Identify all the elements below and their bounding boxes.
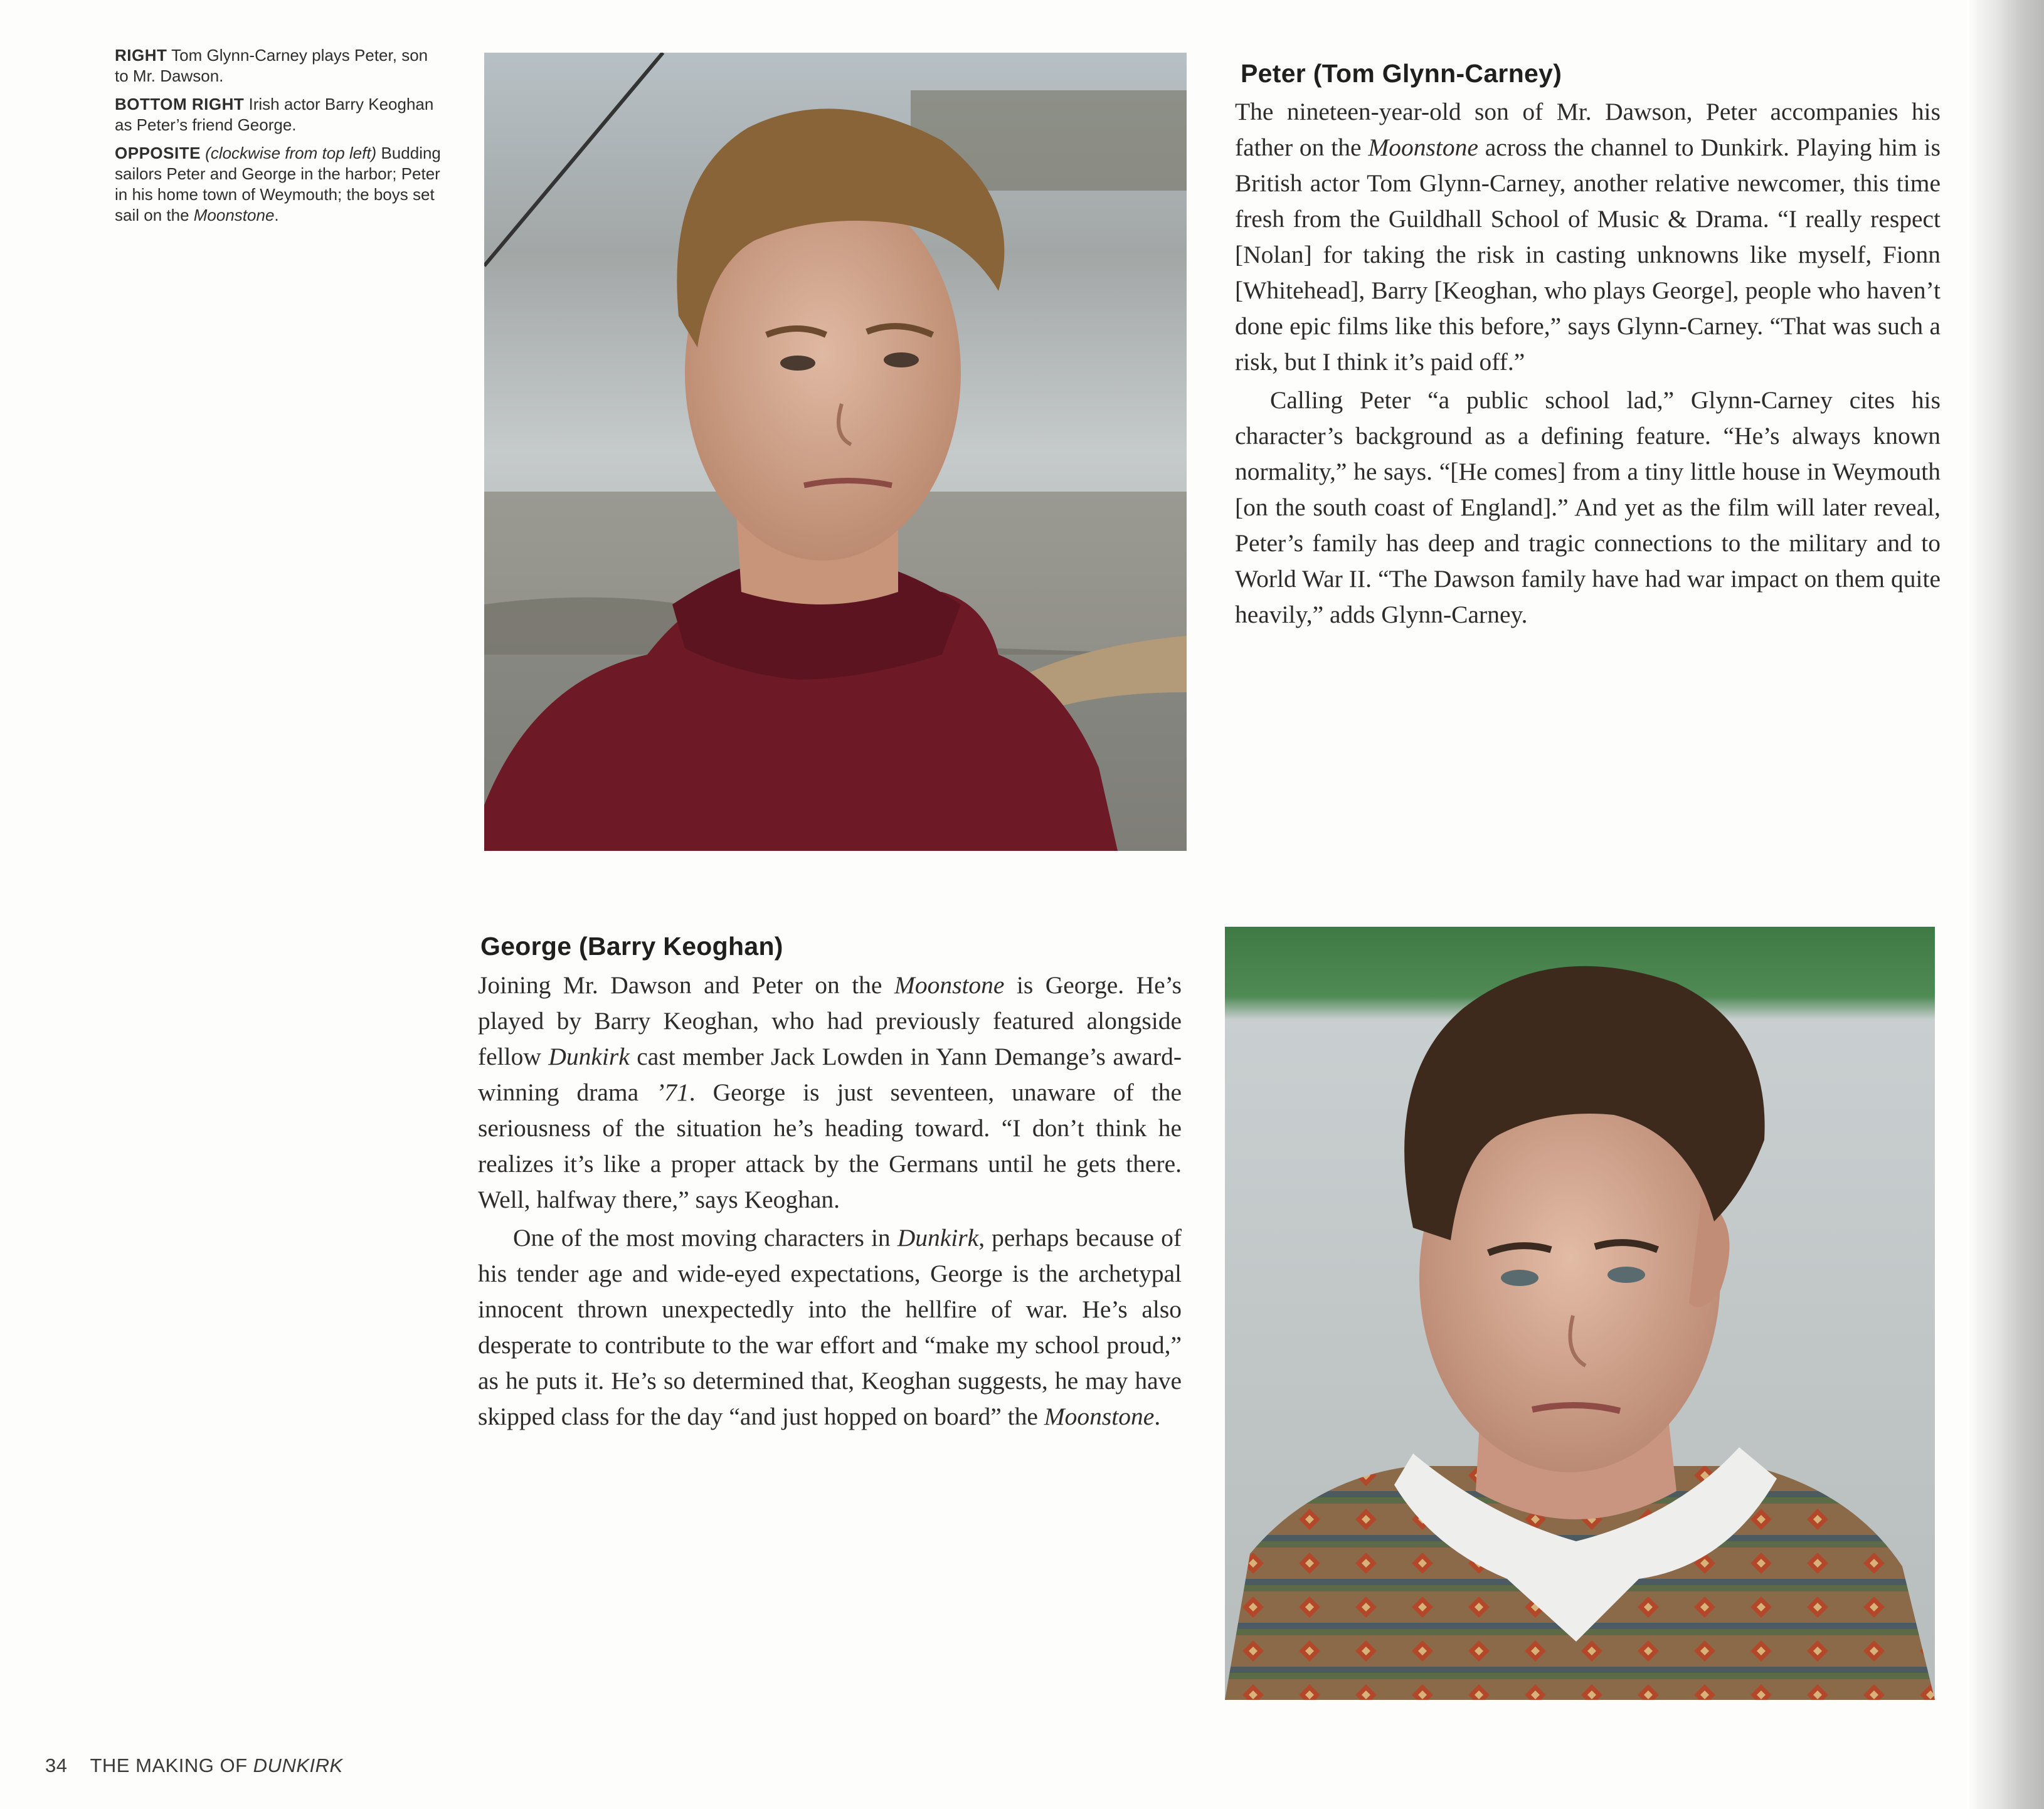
italic-title: Moonstone xyxy=(1368,134,1478,161)
caption-italic: Moonstone xyxy=(193,206,275,224)
photo-peter-portrait xyxy=(484,53,1187,851)
george-portrait-illustration xyxy=(1225,927,1935,1700)
caption-label: BOTTOM RIGHT xyxy=(115,95,245,113)
peter-body-text xyxy=(1235,94,1941,633)
photo-captions xyxy=(115,45,441,233)
caption-text: Tom Glynn-Carney plays Peter, son to Mr. Dawson. xyxy=(115,46,428,85)
photo-george-portrait xyxy=(1225,927,1935,1700)
george-heading: George (Barry Keoghan) xyxy=(480,932,783,961)
italic-title: Moonstone xyxy=(894,971,1005,999)
italic-title: Moonstone xyxy=(1044,1403,1155,1430)
italic-title: Dunkirk xyxy=(548,1043,630,1070)
text-run: One of the most moving characters in xyxy=(513,1224,898,1252)
caption-label: OPPOSITE xyxy=(115,144,201,162)
text-run: . George is just seventeen, unaware of the seriousness of the situation he’s heading toward. “I don’t think he realizes it’s like a proper attack by the Germans until he gets there. Well, halfway there,” says Keoghan. xyxy=(478,1079,1182,1213)
book-gutter-shadow xyxy=(1969,0,2044,1809)
text-run: Joining Mr. Dawson and Peter on the xyxy=(478,971,894,999)
caption-bottom-right xyxy=(115,94,441,135)
caption-opposite xyxy=(115,143,441,226)
george-paragraph-1 xyxy=(478,968,1182,1218)
italic-title: Dunkirk xyxy=(897,1224,979,1252)
text-run: across the channel to Dunkirk. Playing him is British actor Tom Glynn-Carney, another relative newcomer, this time fresh from the Guildhall School of Music & Drama. “I really respect [Nolan] for taking the risk in casting unknowns like myself, Fionn [Whitehead], Barry [Keoghan, who plays George], people who haven’t done epic films like this before,” says Glynn-Carney. “That was such a risk, but I think it’s paid off.” xyxy=(1235,134,1941,376)
italic-title: ’71 xyxy=(656,1079,689,1106)
peter-paragraph-1 xyxy=(1235,94,1941,380)
caption-qualifier: (clockwise from top left) xyxy=(205,144,377,162)
caption-text: Irish actor Barry Keoghan as Peter’s friend George. xyxy=(115,95,434,134)
caption-right xyxy=(115,45,441,87)
text-run: , perhaps because of his tender age and wide-eyed expectations, George is the archetypal innocent thrown unexpectedly into the hellfire of war. He’s also desperate to contribute to the war effort and “make my school proud,” as he puts it. He’s so determined that, Keoghan suggests, he may have skipped class for the day “and just hopped on board” the xyxy=(478,1224,1182,1430)
text-run: cast member Jack Lowden in Yann Demange’s award-winning drama xyxy=(478,1043,1182,1106)
page-folio xyxy=(45,1754,343,1777)
running-title: THE MAKING OF xyxy=(90,1754,253,1776)
running-title-italic: DUNKIRK xyxy=(253,1754,343,1776)
caption-label: RIGHT xyxy=(115,46,167,65)
george-paragraph-2 xyxy=(478,1220,1182,1435)
peter-heading: Peter (Tom Glynn-Carney) xyxy=(1241,59,1562,88)
caption-text: Budding sailors Peter and George in the harbor; Peter in his home town of Weymouth; the boys set sail on the xyxy=(115,144,441,224)
george-body-text xyxy=(478,968,1182,1435)
peter-paragraph-2: Calling Peter “a public school lad,” Glynn-Carney cites his character’s background as a defining feature. “He’s always known normality,” he says. “[He comes] from a tiny little house in Weymouth [on the south coast of England].” And yet as the film will later reveal, Peter’s family has deep and tragic connections to the military and to World War II. “The Dawson family have had war impact on them quite heavily,” adds Glynn-Carney. xyxy=(1235,386,1941,628)
page-number: 34 xyxy=(45,1754,68,1776)
text-run: . xyxy=(1154,1403,1161,1430)
peter-portrait-illustration xyxy=(484,53,1187,851)
caption-end: . xyxy=(274,206,279,224)
text-run: The nineteen-year-old son of Mr. Dawson, Peter accompanies his father on the xyxy=(1235,98,1941,161)
text-run: is George. He’s played by Barry Keoghan, who had previously featured alongside fellow xyxy=(478,971,1182,1070)
